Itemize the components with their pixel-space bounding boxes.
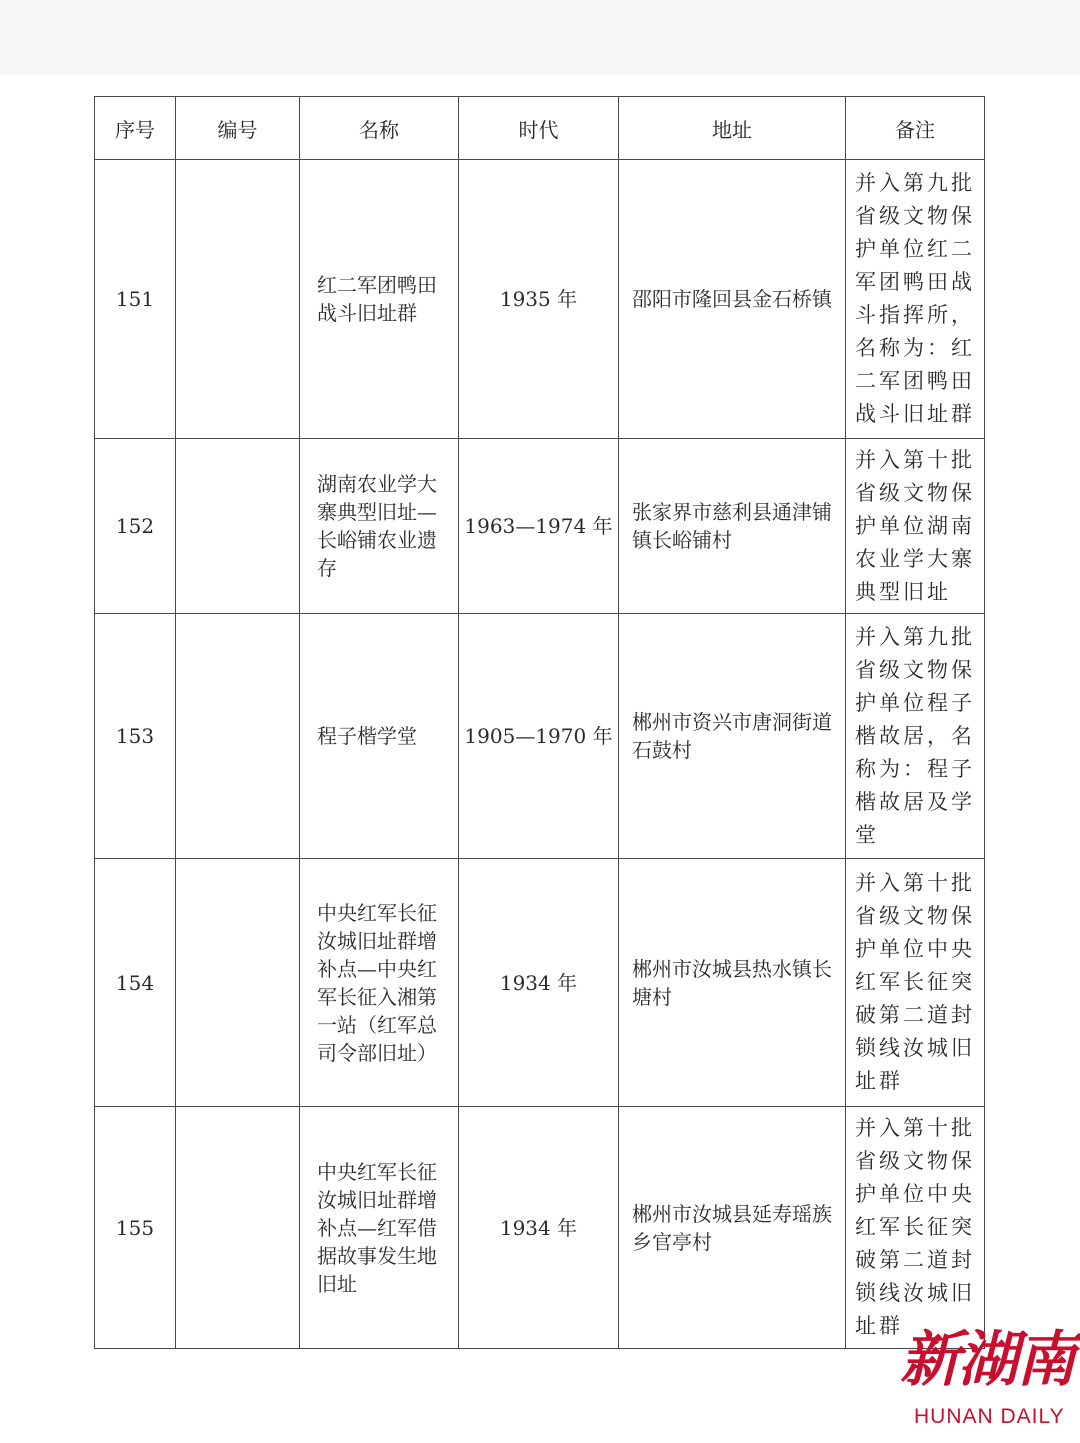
header-era: 时代 xyxy=(459,97,619,160)
era-cell: 1905—1970 年 xyxy=(459,614,619,859)
address-cell xyxy=(619,439,846,614)
table-row xyxy=(95,160,985,439)
code-cell xyxy=(176,1107,300,1349)
name-cell xyxy=(300,160,459,439)
address-cell xyxy=(619,859,846,1107)
era-cell: 1963—1974 年 xyxy=(459,439,619,614)
table-row xyxy=(95,859,985,1107)
name-text: 中央红军长征汝城旧址群增补点—红军借据故事发生地旧址 xyxy=(317,1159,437,1296)
note-cell xyxy=(846,859,985,1107)
table-row xyxy=(95,614,985,859)
note-cell xyxy=(846,439,985,614)
note-cell xyxy=(846,1107,985,1349)
address-text: 郴州市汝城县延寿瑶族乡官亭村 xyxy=(632,1201,832,1254)
code-cell xyxy=(176,614,300,859)
seq-cell: 154 xyxy=(95,859,176,1107)
note-text: 并入第十批省级文物保护单位湖南农业学大寨典型旧址 xyxy=(855,447,975,604)
note-text: 并入第九批省级文物保护单位红二军团鸭田战斗指挥所，名称为：红二军团鸭田战斗旧址群 xyxy=(855,171,975,426)
note-text: 并入第十批省级文物保护单位中央红军长征突破第二道封锁线汝城旧址群 xyxy=(855,871,975,1093)
code-cell xyxy=(176,439,300,614)
code-cell xyxy=(176,160,300,439)
note-cell xyxy=(846,160,985,439)
address-cell xyxy=(619,614,846,859)
address-cell xyxy=(619,1107,846,1349)
seq-cell: 153 xyxy=(95,614,176,859)
era-cell: 1934 年 xyxy=(459,859,619,1107)
header-name: 名称 xyxy=(300,97,459,160)
name-cell xyxy=(300,859,459,1107)
heritage-table xyxy=(94,96,985,1349)
hunan-daily-logo xyxy=(900,1325,1075,1440)
name-cell xyxy=(300,614,459,859)
seq-cell: 152 xyxy=(95,439,176,614)
address-text: 邵阳市隆回县金石桥镇 xyxy=(632,287,832,311)
note-text: 并入第十批省级文物保护单位中央红军长征突破第二道封锁线汝城旧址群 xyxy=(855,1116,975,1338)
name-cell xyxy=(300,1107,459,1349)
era-cell: 1934 年 xyxy=(459,1107,619,1349)
address-text: 郴州市汝城县热水镇长塘村 xyxy=(632,956,832,1009)
address-text: 张家界市慈利县通津铺镇长峪铺村 xyxy=(632,500,832,552)
seq-cell: 151 xyxy=(95,160,176,439)
header-code: 编号 xyxy=(176,97,300,160)
table-row xyxy=(95,439,985,614)
table-row xyxy=(95,1107,985,1349)
logo-subtitle: HUNAN DAILY xyxy=(914,1405,1065,1428)
address-text: 郴州市资兴市唐洞街道石鼓村 xyxy=(632,710,832,762)
address-cell xyxy=(619,160,846,439)
note-cell xyxy=(846,614,985,859)
header-seq: 序号 xyxy=(95,97,176,160)
name-cell xyxy=(300,439,459,614)
header-note: 备注 xyxy=(846,97,985,160)
name-text: 红二军团鸭田战斗旧址群 xyxy=(317,273,437,325)
page-top-margin xyxy=(0,0,1080,75)
name-text: 中央红军长征汝城旧址群增补点—中央红军长征入湘第一站（红军总司令部旧址） xyxy=(317,900,437,1065)
seq-cell: 155 xyxy=(95,1107,176,1349)
name-text: 程子楷学堂 xyxy=(317,724,417,748)
logo-wordmark: 新湖南 xyxy=(900,1325,1074,1395)
table-header-row xyxy=(95,97,985,160)
name-text: 湖南农业学大寨典型旧址—长峪铺农业遗存 xyxy=(317,472,437,580)
code-cell xyxy=(176,859,300,1107)
note-text: 并入第九批省级文物保护单位程子楷故居，名称为：程子楷故居及学堂 xyxy=(855,624,975,847)
era-cell: 1935 年 xyxy=(459,160,619,439)
header-address: 地址 xyxy=(619,97,846,160)
